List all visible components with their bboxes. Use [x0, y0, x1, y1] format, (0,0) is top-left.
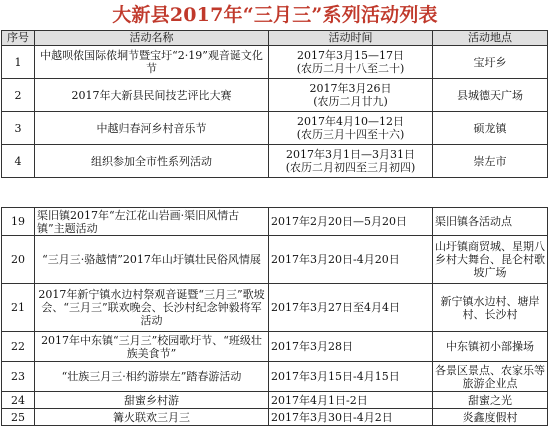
row-name: 组织参加全市性系列活动 — [35, 145, 269, 178]
row-place: 渠旧镇各活动点 — [433, 208, 548, 236]
row-time-date: 2017年3月15—17日 — [297, 49, 404, 62]
header-no: 序号 — [2, 31, 35, 46]
row-time: 2017年3月30日-4月2日 — [269, 409, 433, 426]
header-time: 活动时间 — [269, 31, 433, 46]
table-row — [2, 46, 548, 79]
row-time-date: 2017年3月1日—3月31日 — [286, 148, 415, 161]
row-place: 新宁镇水边村、塘岸村、长沙村 — [433, 284, 548, 332]
row-time-lunar: (农历二月初四至三月初四) — [285, 161, 416, 174]
header-place: 活动地点 — [433, 31, 548, 46]
table-row — [2, 332, 548, 362]
table-row — [2, 145, 548, 178]
row-no: 21 — [2, 284, 35, 332]
row-place: 山圩镇商贸城、星期八乡村大舞台、昆仑村歌坡广场 — [433, 236, 548, 284]
row-name: 渠旧镇2017年“左江花山岩画·渠旧风情古镇”主题活动 — [35, 208, 269, 236]
row-no: 4 — [2, 145, 35, 178]
row-time-lunar: (农历二月廿九) — [313, 95, 388, 108]
activities-table-top — [1, 30, 548, 178]
row-no: 24 — [2, 392, 35, 409]
table-row — [2, 236, 548, 284]
row-place: 县城德天广场 — [433, 79, 548, 112]
row-no: 1 — [2, 46, 35, 79]
row-no: 3 — [2, 112, 35, 145]
row-time: 2017年3月28日 — [269, 332, 433, 362]
row-place: 甜蜜之光 — [433, 392, 548, 409]
row-name: 中越归春河乡村音乐节 — [35, 112, 269, 145]
row-place: 崇左市 — [433, 145, 548, 178]
row-time: 2017年3月15日-4月15日 — [269, 362, 433, 392]
row-time — [269, 112, 433, 145]
row-name: 2017年新宁镇水边村祭观音诞暨“三月三”歌坡会、“三月三”联欢晚会、长沙村纪念钟毅将军活动 — [35, 284, 269, 332]
table-header-row — [2, 31, 548, 46]
table-row — [2, 112, 548, 145]
row-name: 中越呗侬国际侬垌节暨宝圩“2·19”观音诞文化节 — [35, 46, 269, 79]
table-row — [2, 284, 548, 332]
row-no: 20 — [2, 236, 35, 284]
row-no: 2 — [2, 79, 35, 112]
row-name: 2017年中东镇“三月三”校园歌圩节、“班级壮族美食节” — [35, 332, 269, 362]
row-name: 甜蜜乡村游 — [35, 392, 269, 409]
row-name: 2017年大新县民间技艺评比大赛 — [35, 79, 269, 112]
page-title: 大新县2017年“三月三”系列活动列表 — [112, 4, 438, 26]
row-place: 宝圩乡 — [433, 46, 548, 79]
row-name: “壮族三月三·相约游崇左”踏春游活动 — [35, 362, 269, 392]
row-time: 2017年2月20日—5月20日 — [269, 208, 433, 236]
header-name: 活动名称 — [35, 31, 269, 46]
row-time-lunar: (农历二月十八至二十) — [296, 62, 405, 75]
row-name: 篝火联欢三月三 — [35, 409, 269, 426]
row-place: 硕龙镇 — [433, 112, 548, 145]
row-place: 各景区景点、农家乐等旅游企业点 — [433, 362, 548, 392]
row-place: 炎鑫度假村 — [433, 409, 548, 426]
row-place: 中东镇初小部操场 — [433, 332, 548, 362]
row-no: 22 — [2, 332, 35, 362]
row-no: 23 — [2, 362, 35, 392]
table-row — [2, 409, 548, 426]
row-time — [269, 46, 433, 79]
row-time-date: 2017年3月26日 — [309, 82, 392, 95]
row-time — [269, 145, 433, 178]
row-time: 2017年3月27日至4月4日 — [269, 284, 433, 332]
row-name: “三月三·骆越情”2017年山圩镇壮民俗风情展 — [35, 236, 269, 284]
row-no: 19 — [2, 208, 35, 236]
row-time: 2017年3月20日-4月20日 — [269, 236, 433, 284]
table-row — [2, 392, 548, 409]
row-time-lunar: (农历三月十四至十六) — [296, 128, 405, 141]
row-time — [269, 79, 433, 112]
table-row — [2, 362, 548, 392]
table-row — [2, 208, 548, 236]
row-no: 25 — [2, 409, 35, 426]
row-time-date: 2017年4月10—12日 — [297, 115, 404, 128]
row-time: 2017年4月1日-2日 — [269, 392, 433, 409]
table-row — [2, 79, 548, 112]
activities-table-bottom — [1, 207, 548, 426]
